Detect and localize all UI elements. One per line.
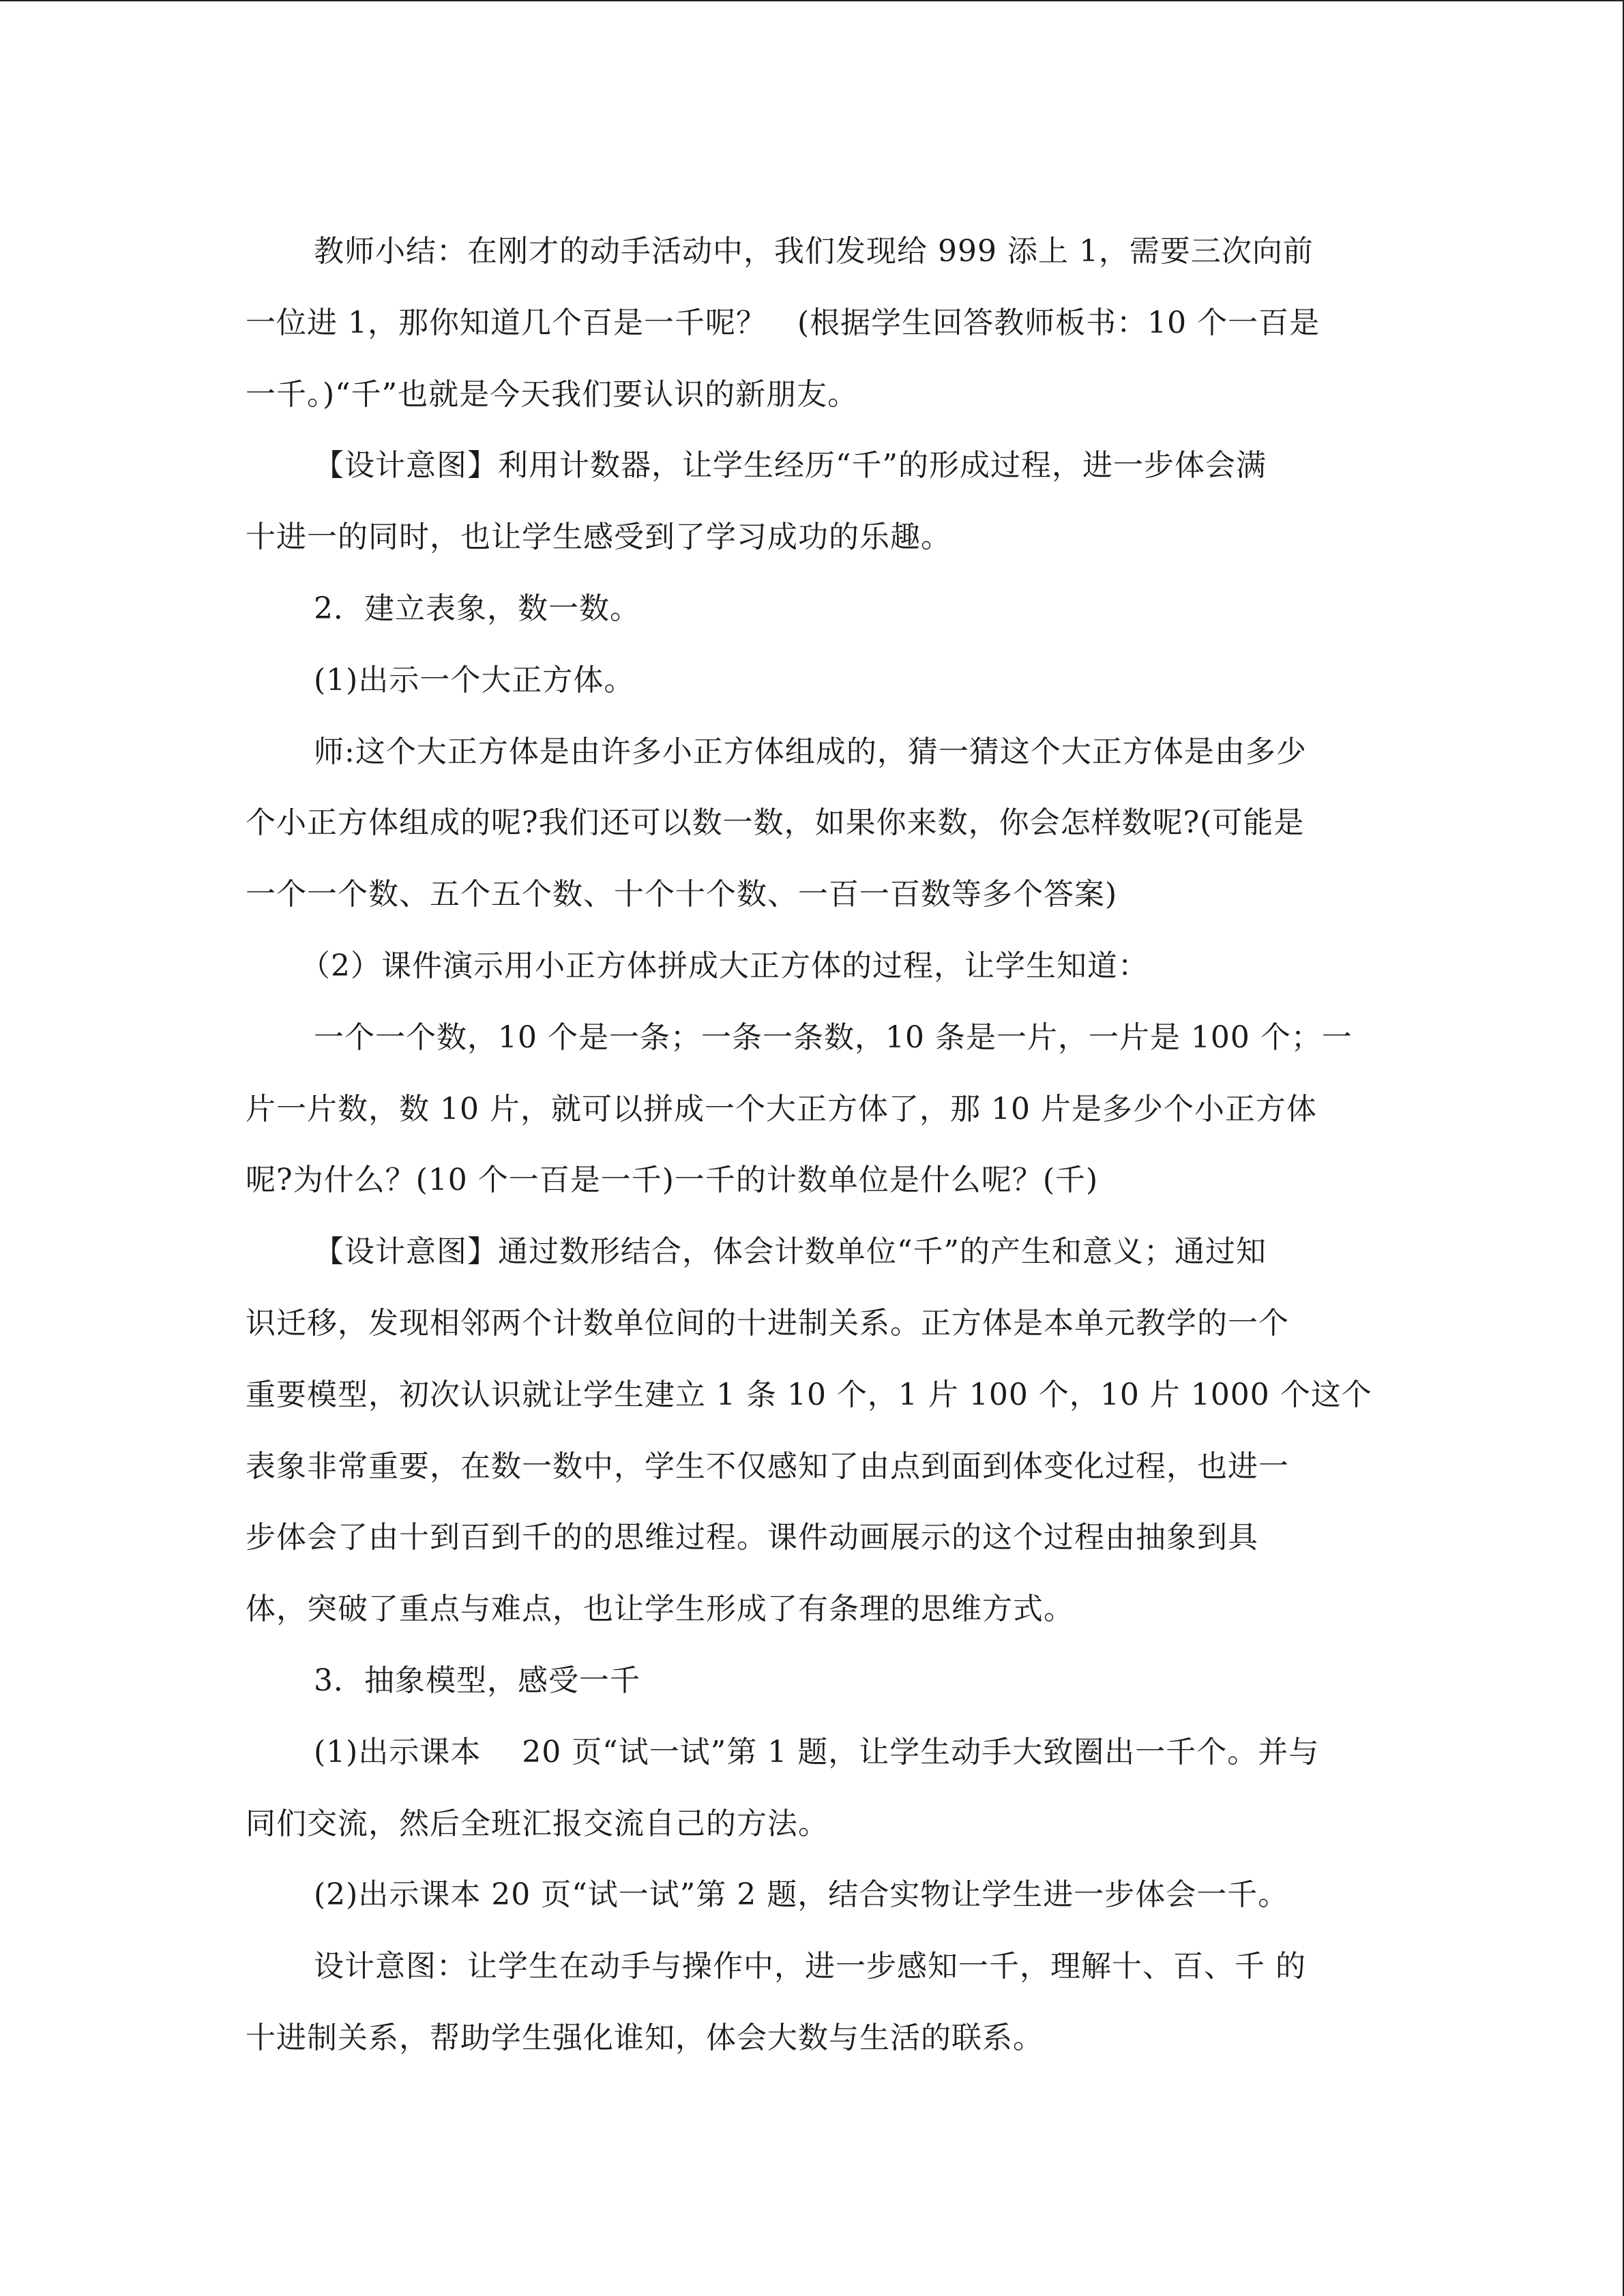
section-heading: 3．抽象模型，感受一千	[314, 1663, 640, 1698]
document-body	[246, 216, 1385, 2074]
design-intent-line: 设计意图：让学生在动手与操作中，进一步感知一千，理解十、百、千 的	[314, 1949, 1306, 1984]
design-intent-line: 识迁移，发现相邻两个计数单位间的十进制关系。正方体是本单元教学的一个	[246, 1305, 1289, 1341]
paragraph-line: 呢?为什么？(10 个一百是一千)一千的计数单位是什么呢？(千)	[246, 1163, 1099, 1198]
design-intent-line: 十进一的同时，也让学生感受到了学习成功的乐趣。	[246, 520, 951, 555]
paragraph-line: 教师小结：在刚才的动手活动中，我们发现给 999 添上 1，需要三次向前	[314, 234, 1314, 269]
paragraph-line: 一个一个数、五个五个数、十个十个数、一百一百数等多个答案)	[246, 877, 1118, 912]
paragraph-line: 师:这个大正方体是由许多小正方体组成的，猜一猜这个大正方体是由多少	[314, 734, 1307, 769]
design-intent-line: 重要模型，初次认识就让学生建立 1 条 10 个，1 片 100 个，10 片 1000 个这个	[246, 1377, 1372, 1412]
design-intent-line: 体，突破了重点与难点，也让学生形成了有条理的思维方式。	[246, 1592, 1074, 1627]
paragraph-line: 一个一个数，10 个是一条；一条一条数，10 条是一片，一片是 100 个；一	[314, 1019, 1353, 1055]
paragraph-line: 一千。)“千”也就是今天我们要认识的新朋友。	[246, 376, 859, 412]
paragraph-line: 个小正方体组成的呢?我们还可以数一数，如果你来数，你会怎样数呢?(可能是	[246, 805, 1305, 841]
paragraph-line: 一位进 1，那你知道几个百是一千呢？ (根据学生回答教师板书：10 个一百是	[246, 305, 1320, 340]
paragraph-line: 同们交流，然后全班汇报交流自己的方法。	[246, 1806, 829, 1841]
paragraph-line: (1)出示一个大正方体。	[314, 662, 635, 698]
paragraph-line: 片一片数，数 10 片，就可以拼成一个大正方体了，那 10 片是多少个小正方体	[246, 1091, 1317, 1127]
design-intent-line: 十进制关系，帮助学生强化谁知，体会大数与生活的联系。	[246, 2020, 1044, 2055]
design-intent-line: 步体会了由十到百到千的的思维过程。课件动画展示的这个过程由抽象到具	[246, 1520, 1258, 1555]
section-heading: 2．建立表象，数一数。	[314, 591, 640, 626]
design-intent-line: 【设计意图】利用计数器，让学生经历“千”的形成过程，进一步体会满	[314, 448, 1267, 483]
design-intent-line: 【设计意图】通过数形结合，体会计数单位“千”的产生和意义；通过知	[314, 1234, 1267, 1270]
design-intent-line: 表象非常重要，在数一数中，学生不仅感知了由点到面到体变化过程，也进一	[246, 1448, 1289, 1484]
paragraph-line: (2)出示课本 20 页“试一试”第 2 题，结合实物让学生进一步体会一千。	[314, 1877, 1289, 1913]
paragraph-line: (1)出示课本 20 页“试一试”第 1 题，让学生动手大致圈出一千个。并与	[314, 1734, 1320, 1770]
paragraph-line: （2）课件演示用小正方体拼成大正方体的过程，让学生知道：	[300, 948, 1149, 983]
